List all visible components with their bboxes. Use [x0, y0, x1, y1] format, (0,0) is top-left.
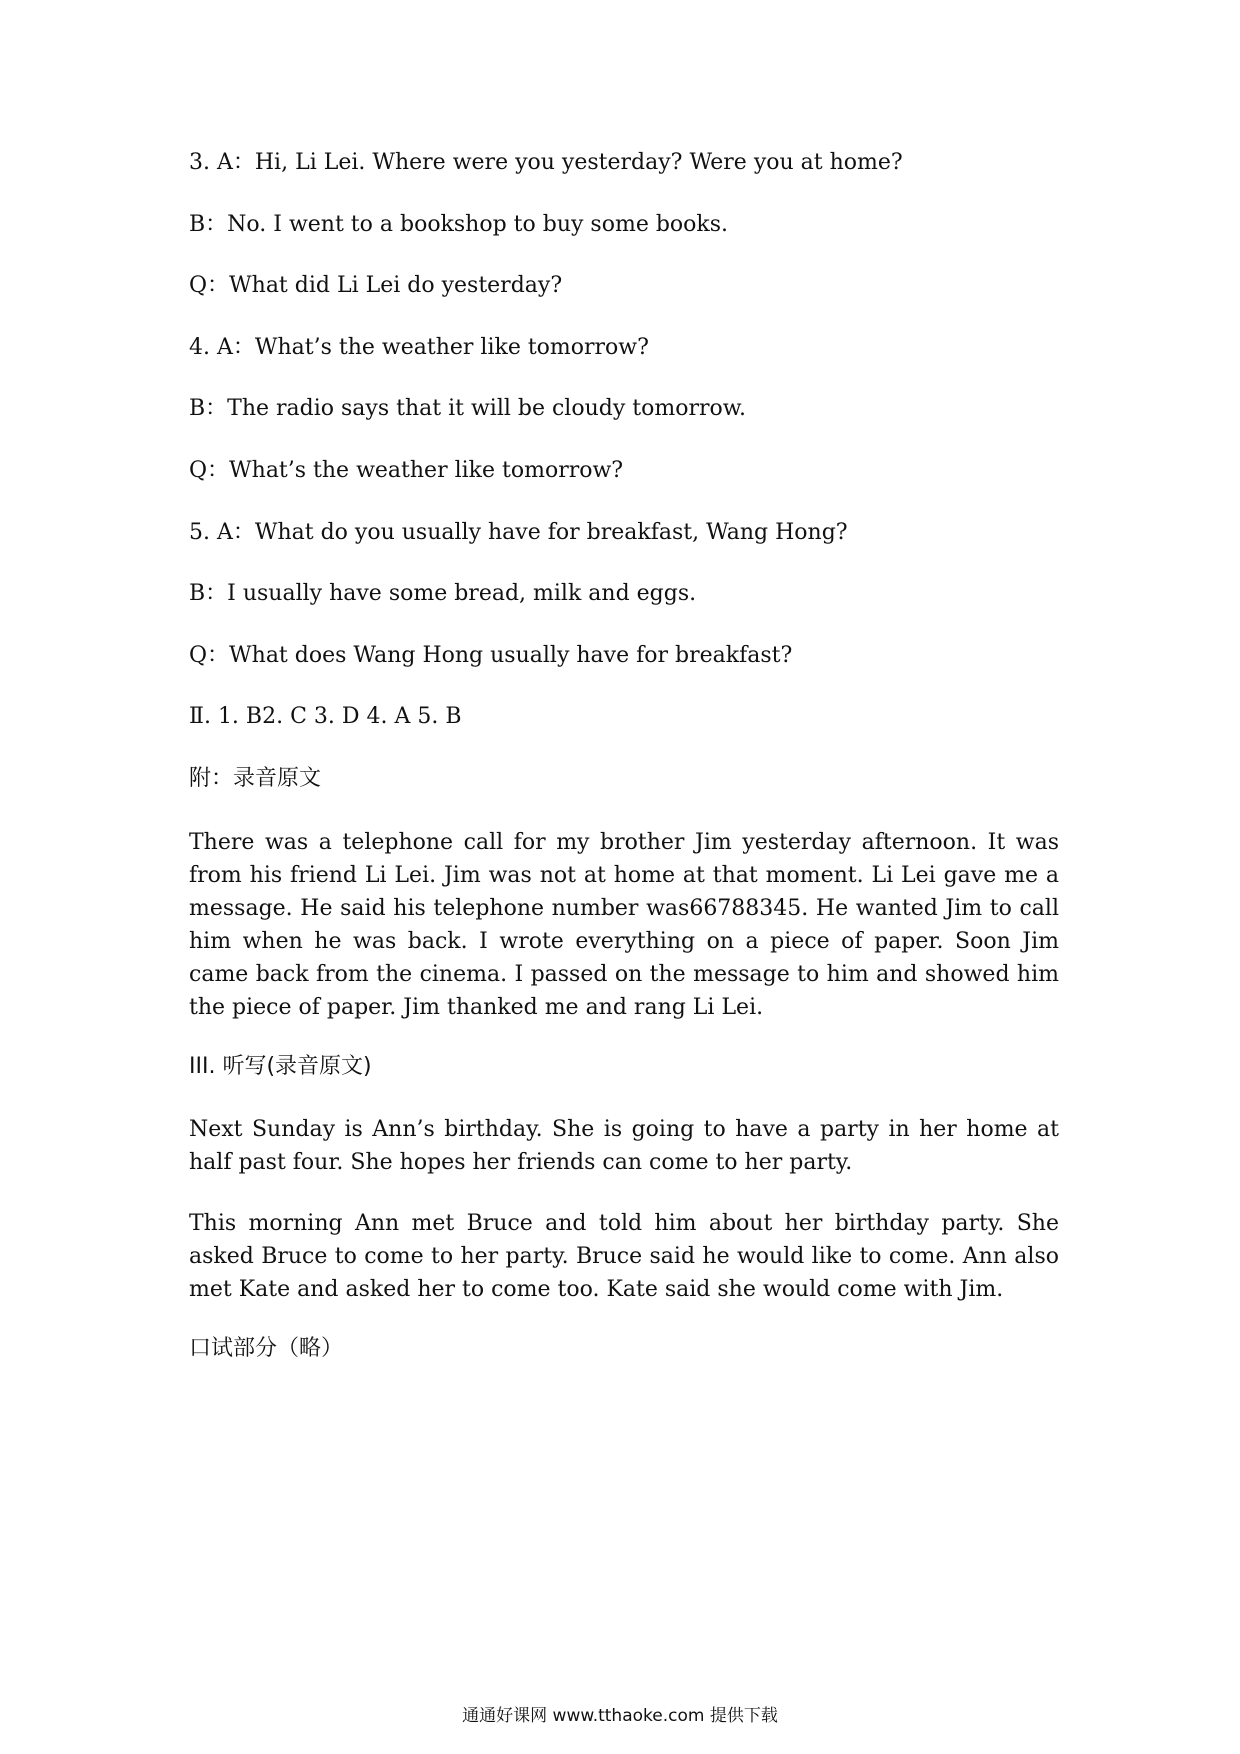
dialog-5-q: Q：What does Wang Hong usually have for breakfast? [189, 642, 793, 668]
oral-section-note: 口试部分（略） [189, 1336, 344, 1362]
dialog-4-q: Q：What’s the weather like tomorrow? [189, 457, 624, 483]
section-3-paragraph-2: This morning Ann met Bruce and told him about her birthday party. She asked Bruce to come to her party. Bruce said he would like to come. Ann also met Kate and asked her to come too. Kate said she would come with Jim. [189, 1211, 1059, 1303]
section-2-heading: 附：录音原文 [189, 765, 322, 791]
dialog-4-b: B：The radio says that it will be cloudy tomorrow. [189, 396, 746, 422]
dialog-3-a: 3. A：Hi, Li Lei. Where were you yesterday? Were you at home? [189, 150, 903, 175]
dialog-5-a: 5. A：What do you usually have for breakfast, Wang Hong? [189, 519, 848, 545]
section-3-paragraph-1: Next Sunday is Ann’s birthday. She is going to have a party in her home at half past four. She hopes her friends can come to her party. [189, 1117, 1059, 1176]
section-2-answers: Ⅱ. 1. B2. C 3. D 4. A 5. B [189, 704, 462, 730]
section-3-heading: III. 听写(录音原文) [189, 1053, 372, 1079]
dialog-5-b: B：I usually have some bread, milk and eggs. [189, 581, 697, 607]
section-2-transcript: There was a telephone call for my brother Jim yesterday afternoon. It was from his friend Li Lei. Jim was not at home at that moment. Li Lei gave me a message. He said his telephone number was66788345. He wanted Jim to call him when he was back. I wrote everything on a piece of paper. Soon Jim came back from the cinema. I passed on the message to him and showed him the piece of paper. Jim thanked me and rang Li Lei. [189, 829, 1059, 1020]
page-content [189, 148, 1059, 1396]
dialog-3-b: B：No. I went to a bookshop to buy some books. [189, 211, 729, 237]
dialog-3-q: Q：What did Li Lei do yesterday? [189, 273, 563, 299]
page-footer: 通通好课网 www.tthaoke.com 提供下载 [462, 1706, 778, 1726]
dialog-4-a: 4. A：What’s the weather like tomorrow? [189, 334, 649, 360]
